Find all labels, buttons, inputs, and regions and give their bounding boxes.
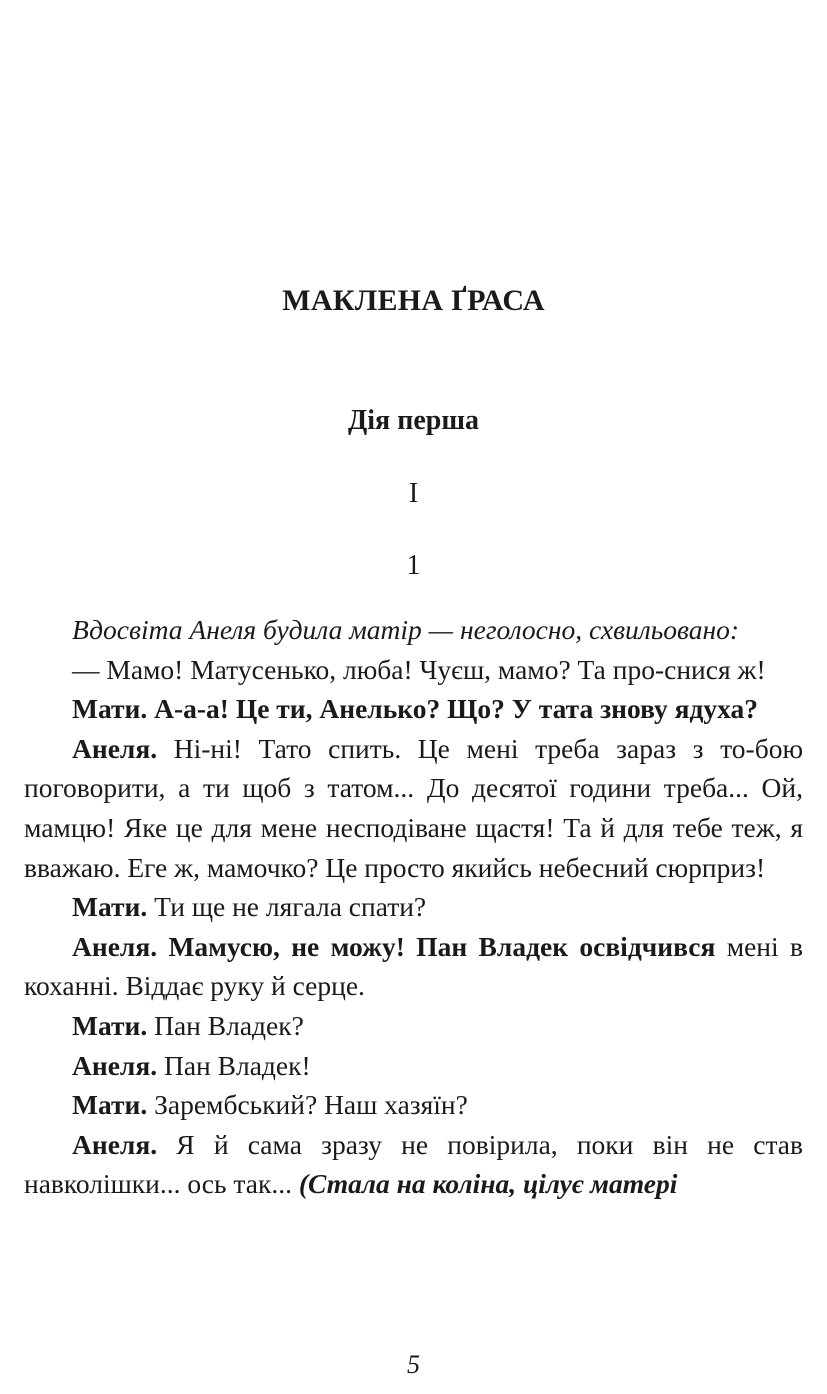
- stage-direction-inline: (Стала на коліна, цілує матері: [298, 1168, 678, 1200]
- book-page: [24, 0, 803, 1394]
- dialogue-text: мені в коханні. Віддає руку й серце.: [24, 930, 803, 1002]
- dialogue-line: [24, 650, 803, 690]
- play-title: МАКЛЕНА ҐРАСА: [282, 284, 545, 317]
- act-heading: Дія перша: [348, 405, 479, 436]
- page-number: 5: [407, 1350, 420, 1379]
- dialogue-text: — Мамо! Матусенько, люба! Чуєш, мамо? Та про-снися ж!: [72, 653, 766, 685]
- dialogue-line: [24, 1006, 803, 1046]
- dialogue-text: Я й сама зразу не повірила, поки він не став навколішки... ось так...: [24, 1128, 803, 1200]
- stage-direction: [24, 610, 803, 650]
- speaker-name: Мати.: [72, 1089, 148, 1121]
- speaker-name: Мати.: [72, 1009, 148, 1041]
- dialogue-line: [24, 927, 803, 1006]
- scene-number: 1: [406, 550, 421, 581]
- dialogue-text: Ні-ні! Тато спить. Це мені треба зараз з то-бою поговорити, а ти щоб з татом... До десятої години треба... Ой, мамцю! Яке це для мене несподіване щастя! Та й для тебе теж, я вважаю. Еге ж, мамочко? Це просто якийсь небесний сюрприз!: [24, 732, 804, 883]
- play-text: [24, 610, 803, 1204]
- dialogue-emphasis: Мамусю, не можу! Пан Владек освідчився: [168, 930, 716, 962]
- dialogue-text: Ти ще не лягала спати?: [154, 891, 427, 923]
- dialogue-text: Пан Владек!: [163, 1049, 311, 1081]
- speaker-name: Мати.: [72, 891, 148, 923]
- dialogue-line: [24, 1046, 803, 1086]
- dialogue-text: Зарембський? Наш хазяїн?: [154, 1089, 468, 1121]
- speaker-name: Анеля.: [72, 1128, 158, 1160]
- speaker-name: Анеля.: [72, 930, 158, 962]
- dialogue-text: Пан Владек?: [154, 1009, 304, 1041]
- dialogue-line: [24, 1125, 803, 1204]
- speaker-name: Анеля.: [72, 1049, 158, 1081]
- dialogue-line: [24, 729, 803, 887]
- dialogue-line: [24, 887, 803, 927]
- part-number: I: [408, 478, 419, 509]
- dialogue-line: [24, 1085, 803, 1125]
- stage-direction-text: Вдосвіта Анеля будила матір — неголосно, схвильовано:: [72, 614, 740, 645]
- speaker-name: Анеля.: [72, 732, 158, 764]
- speaker-name: Мати.: [72, 693, 148, 725]
- dialogue-line: [24, 689, 803, 729]
- dialogue-emphasis: А-а-а! Це ти, Анелько? Що? У тата знову ядуха?: [154, 693, 759, 725]
